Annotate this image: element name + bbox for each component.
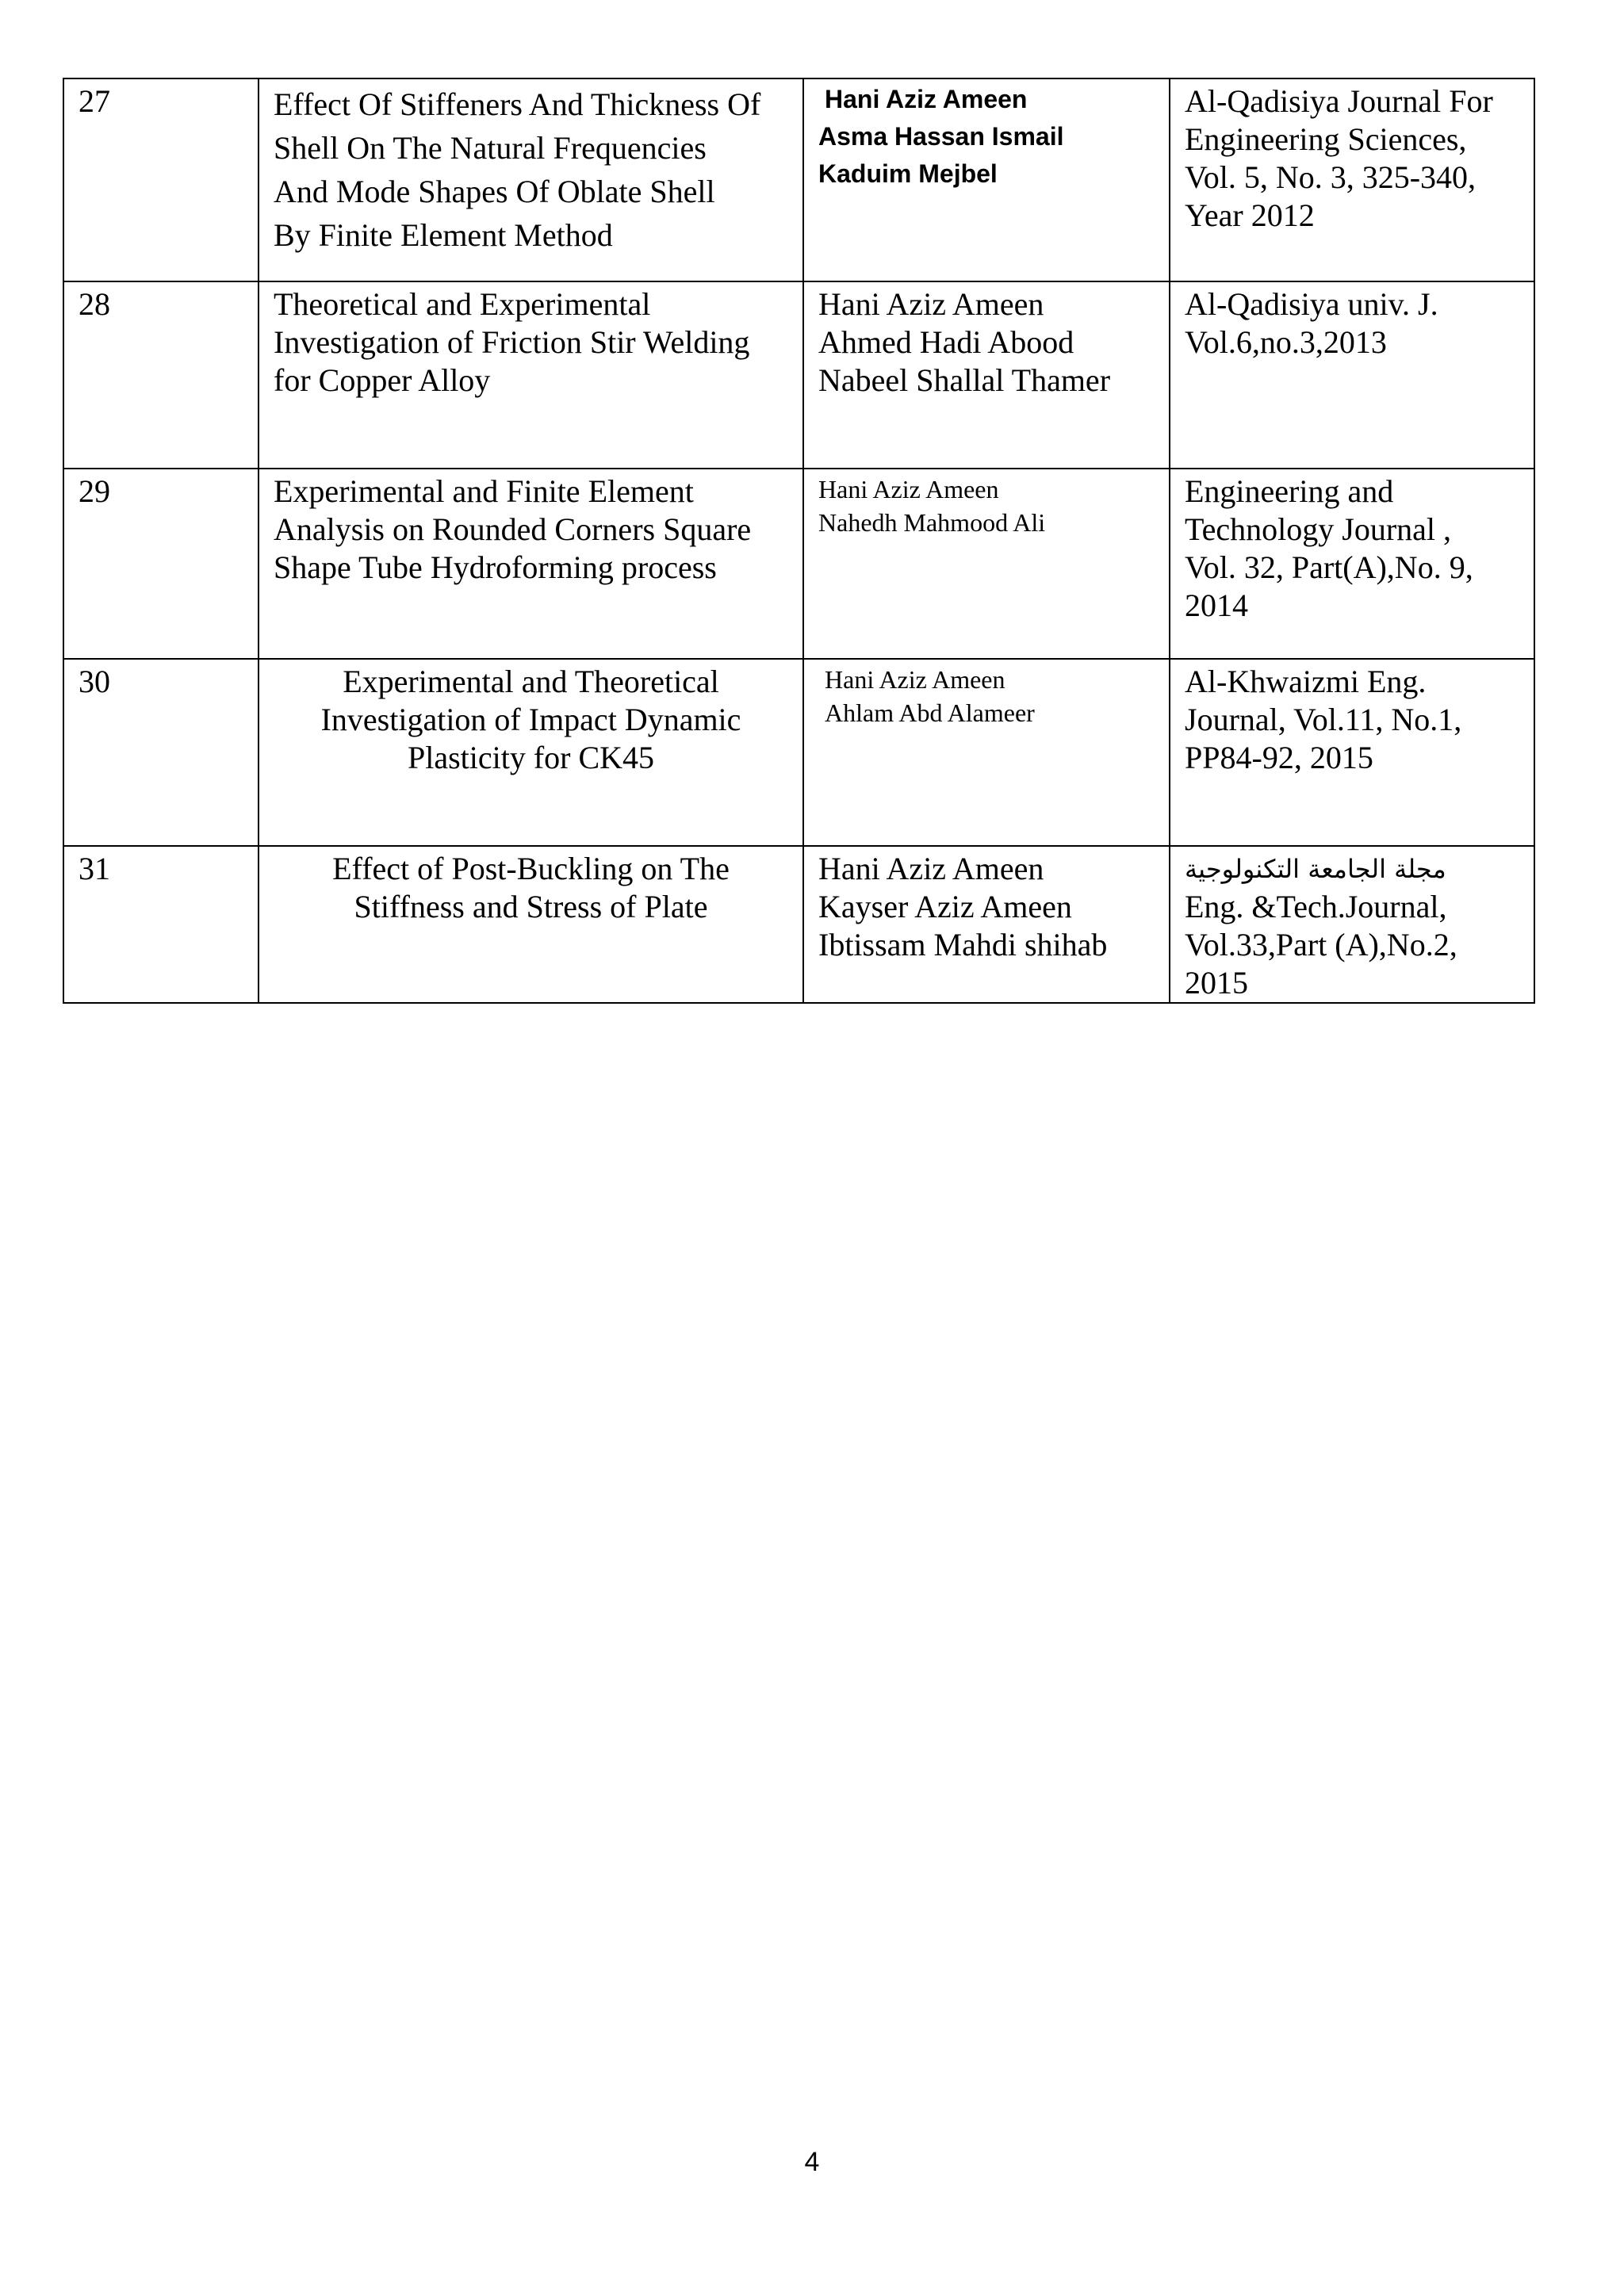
table-row [63, 78, 1534, 281]
table-row [63, 469, 1534, 659]
paper-title [259, 846, 803, 1003]
title-line: for Copper Alloy [274, 362, 491, 398]
title-line: Investigation of Impact Dynamic [320, 702, 741, 737]
paper-title [259, 281, 803, 469]
journal-line: Al-Qadisiya Journal For [1185, 83, 1493, 119]
journal-arabic-name: مجلة الجامعة التكنولوجية [1185, 854, 1446, 884]
row-number: 30 [63, 659, 259, 846]
row-number: 29 [63, 469, 259, 659]
author-name: Hani Aziz Ameen [825, 85, 1028, 113]
title-line: Effect Of Stiffeners And Thickness Of [274, 86, 761, 122]
journal-line: Engineering and [1185, 473, 1394, 509]
author-name: Asma Hassan Ismail [818, 122, 1064, 151]
author-name: Hani Aziz Ameen [818, 475, 999, 503]
journal-line: Al-Khwaizmi Eng. [1185, 664, 1427, 699]
journal-line: 2015 [1185, 965, 1248, 1001]
journal-info [1170, 469, 1534, 659]
journal-line: Year 2012 [1185, 197, 1315, 233]
table-row [63, 659, 1534, 846]
table-row [63, 281, 1534, 469]
journal-line: Vol. 5, No. 3, 325-340, [1185, 159, 1477, 195]
title-line: Stiffness and Stress of Plate [354, 889, 708, 924]
journal-info [1170, 846, 1534, 1003]
journal-line: Engineering Sciences, [1185, 121, 1467, 157]
journal-line: Eng. &Tech.Journal, [1185, 889, 1447, 924]
authors [803, 846, 1170, 1003]
authors [803, 78, 1170, 281]
paper-title [259, 469, 803, 659]
author-name: Ahmed Hadi Abood [818, 324, 1074, 360]
paper-title [259, 78, 803, 281]
authors [803, 469, 1170, 659]
row-number: 28 [63, 281, 259, 469]
journal-line: Vol.33,Part (A),No.2, [1185, 927, 1457, 962]
page-number: 4 [804, 2147, 820, 2177]
publications-table [63, 78, 1535, 1004]
title-line: Effect of Post-Buckling on The [332, 851, 730, 886]
authors [803, 281, 1170, 469]
author-name: Kayser Aziz Ameen [818, 889, 1072, 924]
author-name: Hani Aziz Ameen [825, 665, 1005, 694]
title-line: Shell On The Natural Frequencies [274, 130, 707, 166]
table-row [63, 846, 1534, 1003]
authors [803, 659, 1170, 846]
journal-info [1170, 659, 1534, 846]
title-line: Analysis on Rounded Corners Square [274, 511, 752, 547]
author-name: Nahedh Mahmood Ali [818, 508, 1046, 537]
row-number: 27 [63, 78, 259, 281]
title-line: Plasticity for CK45 [407, 740, 655, 775]
title-line: Experimental and Finite Element [274, 473, 694, 509]
title-line: And Mode Shapes Of Oblate Shell [274, 174, 715, 209]
title-line: Experimental and Theoretical [343, 664, 719, 699]
author-name: Ibtissam Mahdi shihab [818, 927, 1108, 962]
title-line: Theoretical and Experimental [274, 286, 651, 322]
title-line: Investigation of Friction Stir Welding [274, 324, 750, 360]
journal-line: 2014 [1185, 587, 1248, 623]
author-name: Kaduim Mejbel [818, 159, 998, 188]
paper-title [259, 659, 803, 846]
author-name: Hani Aziz Ameen [818, 286, 1044, 322]
journal-line: PP84-92, 2015 [1185, 740, 1373, 775]
author-name: Ahlam Abd Alameer [825, 698, 1035, 727]
journal-info [1170, 281, 1534, 469]
title-line: By Finite Element Method [274, 217, 613, 253]
journal-line: Technology Journal , [1185, 511, 1452, 547]
row-number: 31 [63, 846, 259, 1003]
author-name: Nabeel Shallal Thamer [818, 362, 1111, 398]
title-line: Shape Tube Hydroforming process [274, 549, 717, 585]
journal-info [1170, 78, 1534, 281]
journal-line: Vol. 32, Part(A),No. 9, [1185, 549, 1473, 585]
journal-line: Vol.6,no.3,2013 [1185, 324, 1387, 360]
journal-line: Journal, Vol.11, No.1, [1185, 702, 1462, 737]
author-name: Hani Aziz Ameen [818, 851, 1044, 886]
journal-line: Al-Qadisiya univ. J. [1185, 286, 1438, 322]
